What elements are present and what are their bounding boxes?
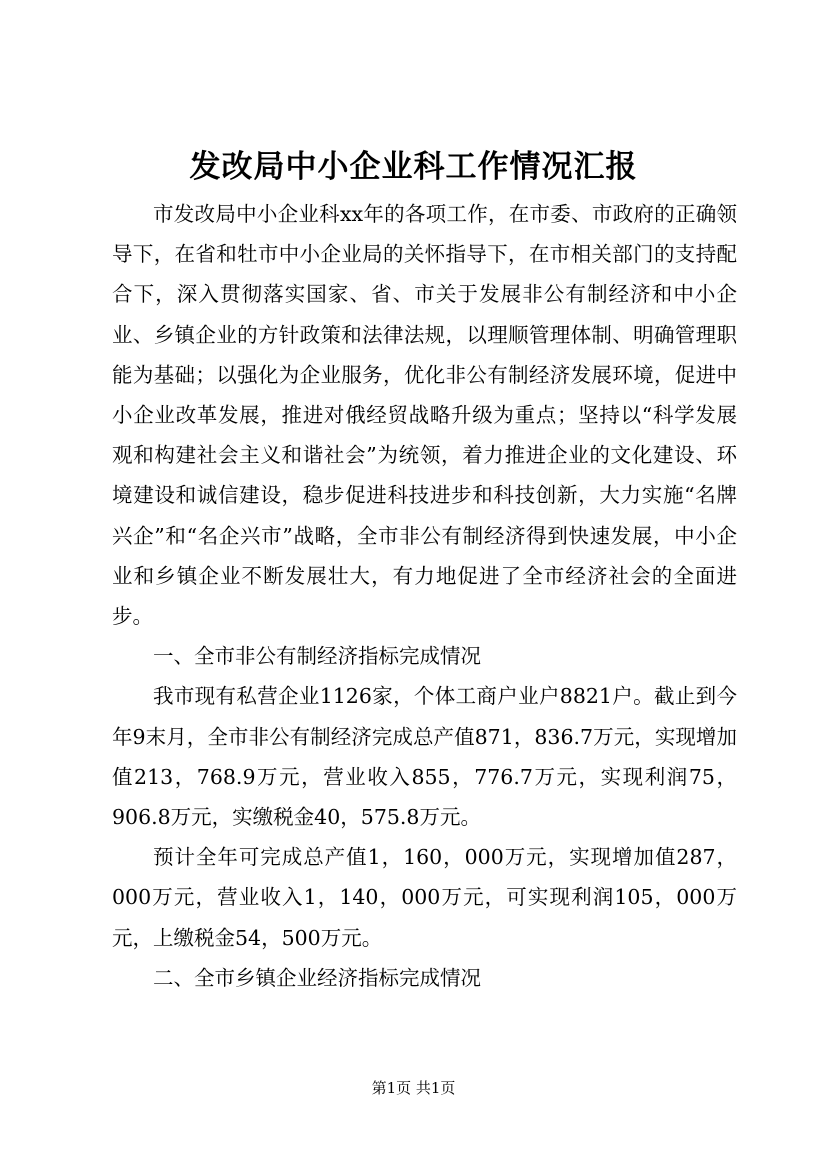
paragraph-annual-forecast: 预计全年可完成总产值1，160，000万元，实现增加值287，000万元，营业收入1，140，000万元，可实现利润105，000万元，上缴税金54，500万元。 bbox=[112, 845, 737, 950]
section-heading-2: 二、全市乡镇企业经济指标完成情况 bbox=[153, 965, 481, 990]
section-heading-1: 一、全市非公有制经济指标完成情况 bbox=[153, 644, 481, 669]
document-title: 发改局中小企业科工作情况汇报 bbox=[189, 149, 638, 185]
page-footer: 第1页 共1页 bbox=[371, 1079, 456, 1097]
paragraph-intro: 市发改局中小企业科xx年的各项工作，在市委、市政府的正确领导下，在省和牡市中小企业局的关怀指导下，在市相关部门的支持配合下，深入贯彻落实国家、省、市关于发展非公有制经济和中小企业、乡镇企业的方针政策和法律法规，以理顺管理体制、明确管理职能为基础；以强化为企业服务，优化非公有制经济发展环境，促进中小企业改革发展，推进对俄经贸战略升级为重点；坚持以“科学发展观和构建社会主义和谐社会”为统领，着力推进企业的文化建设、环境建设和诚信建设，稳步促进科技进步和科技创新，大力实施“名牌兴企”和“名企兴市”战略，全市非公有制经济得到快速发展，中小企业和乡镇企业不断发展壮大，有力地促进了全市经济社会的全面进步。 bbox=[112, 202, 737, 629]
paragraph-private-enterprise-stats: 我市现有私营企业1126家，个体工商户业户8821户。截止到今年9末月，全市非公有制经济完成总产值871，836.7万元，实现增加值213，768.9万元，营业收入855，776.7万元，实现利润75，906.8万元，实缴税金40，575.8万元。 bbox=[112, 684, 737, 830]
document-body bbox=[112, 194, 737, 998]
